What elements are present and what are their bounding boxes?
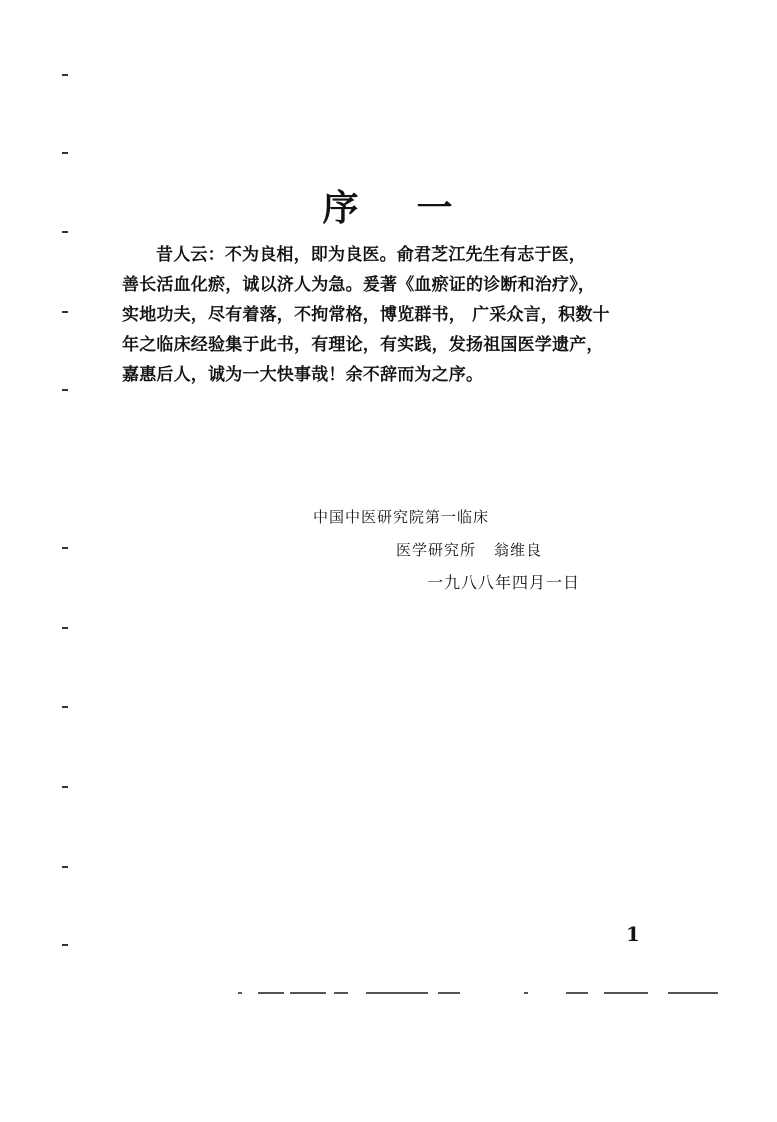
scan-noise-segment (668, 992, 718, 994)
scan-noise-segment (290, 992, 326, 994)
body-line: 实地功夫，尽有着落，不拘常格，博览群书， 广采众言，积数十 (122, 305, 610, 325)
preface-body (122, 240, 662, 390)
scan-mark (62, 152, 68, 154)
margin-scan-marks (0, 0, 90, 1122)
signature-department: 医学研究所 (396, 541, 477, 559)
scan-mark (62, 547, 68, 549)
signature-department-author (396, 539, 542, 560)
title-char-yi: 一 (416, 187, 455, 229)
signature-author: 翁维良 (494, 541, 543, 559)
scan-mark (62, 786, 68, 788)
scan-mark (62, 74, 68, 76)
body-line: 嘉惠后人，诚为一大快事哉！余不辞而为之序。 (122, 365, 484, 385)
scan-mark (62, 311, 68, 313)
signature-date: 一九八八年四月一日 (427, 573, 581, 592)
scan-mark (62, 231, 68, 233)
scan-mark (62, 627, 68, 629)
footer-scan-noise (238, 992, 718, 996)
scan-mark (62, 389, 68, 391)
scan-noise-segment (566, 992, 588, 994)
scan-noise-segment (438, 992, 460, 994)
body-line: 昔人云：不为良相，即为良医。俞君芝江先生有志于医， (156, 245, 586, 265)
scan-noise-segment (524, 992, 528, 994)
body-line: 善长活血化瘀，诚以济人为急。爰著《血瘀证的诊断和治疗》， (122, 275, 596, 295)
signature-institution: 中国中医研究院第一临床 (313, 508, 490, 526)
body-line: 年之临床经验集于此书，有理论，有实践，发扬祖国医学遗产， (122, 335, 604, 355)
scan-mark (62, 706, 68, 708)
scan-mark (62, 866, 68, 868)
scan-noise-segment (604, 992, 648, 994)
scan-noise-segment (238, 992, 242, 994)
scan-noise-segment (366, 992, 428, 994)
title-char-xu: 序 (322, 187, 361, 229)
page-number: 1 (626, 922, 640, 946)
scan-noise-segment (334, 992, 348, 994)
scan-mark (62, 944, 68, 946)
preface-title (0, 180, 777, 231)
scan-noise-segment (258, 992, 284, 994)
